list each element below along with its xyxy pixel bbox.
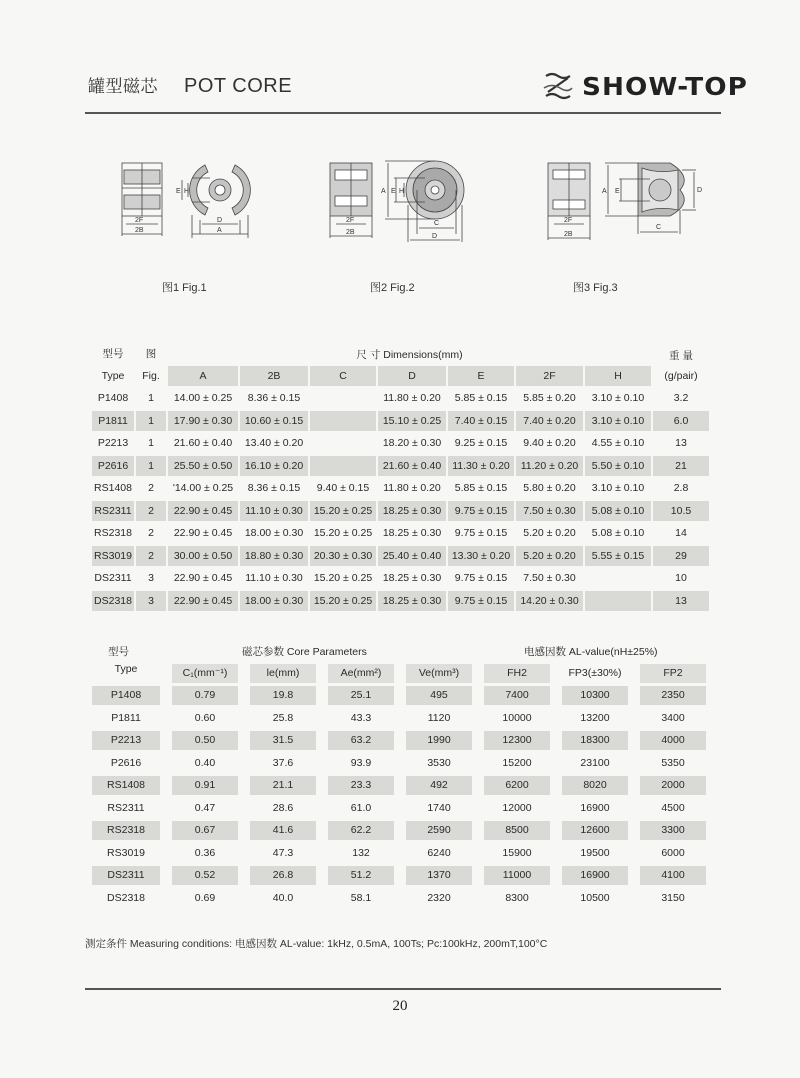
header-col-c1: C₁(mm⁻¹) xyxy=(172,664,238,683)
table-row xyxy=(92,797,712,820)
table-row xyxy=(92,707,712,730)
cell-e: 9.75 ± 0.15 xyxy=(448,591,514,611)
cell-fp2: 2350 xyxy=(640,686,706,705)
dim-label-2F: 2F xyxy=(564,217,573,224)
cell-type: DS2311 xyxy=(94,572,132,584)
cell-fp2: 3300 xyxy=(640,821,706,840)
cell-type: P2213 xyxy=(92,731,160,750)
cell-h: 3.10 ± 0.10 xyxy=(585,411,651,431)
cell-c: 15.20 ± 0.25 xyxy=(313,572,373,584)
cell-fp3: 8020 xyxy=(562,776,628,795)
header-al-value-title: 电感因数 AL-value(nH±25%) xyxy=(524,646,658,658)
table-header-row xyxy=(92,365,712,387)
table-row xyxy=(92,500,712,522)
cell-ae: 58.1 xyxy=(350,891,372,904)
cell-2f: 14.20 ± 0.30 xyxy=(516,591,583,611)
cell-c: 15.20 ± 0.25 xyxy=(310,591,376,611)
cell-c xyxy=(310,456,376,476)
cell-e: 9.25 ± 0.15 xyxy=(454,437,508,449)
table-row xyxy=(92,685,712,708)
cell-d: 18.25 ± 0.30 xyxy=(382,527,442,539)
cell-h: 5.08 ± 0.10 xyxy=(591,527,645,539)
cell-fh2: 11000 xyxy=(484,866,550,885)
cell-le: 37.6 xyxy=(272,756,294,769)
cell-a: 25.50 ± 0.50 xyxy=(168,456,238,476)
cell-ae: 132 xyxy=(352,846,370,859)
cell-type: DS2318 xyxy=(107,891,145,904)
cell-d: 15.10 ± 0.25 xyxy=(378,411,446,431)
cell-type: RS1408 xyxy=(92,776,160,795)
cell-c1: 0.69 xyxy=(194,891,216,904)
cell-2b: 11.10 ± 0.30 xyxy=(240,501,308,521)
table-row xyxy=(92,752,712,775)
cell-fh2: 8500 xyxy=(484,821,550,840)
cell-ve: 2320 xyxy=(427,891,451,904)
cell-type: RS3019 xyxy=(92,546,134,566)
dim-label-2B: 2B xyxy=(564,231,573,238)
cell-ve: 1990 xyxy=(406,731,472,750)
header-col-ve: Ve(mm³) xyxy=(406,664,472,683)
page-number: 20 xyxy=(392,998,408,1014)
table-row xyxy=(92,775,712,798)
header-col-fp3: FP3(±30%) xyxy=(568,666,622,679)
cell-ve: 1740 xyxy=(427,801,451,814)
cell-ve: 492 xyxy=(406,776,472,795)
cell-fp2: 4100 xyxy=(640,866,706,885)
cell-c: 9.40 ± 0.15 xyxy=(316,482,370,494)
cell-d: 18.25 ± 0.30 xyxy=(378,501,446,521)
cell-fp3: 12600 xyxy=(562,821,628,840)
cell-2f: 5.85 ± 0.20 xyxy=(523,392,576,404)
cell-type: P1408 xyxy=(97,392,129,404)
cell-c1: 0.50 xyxy=(172,731,238,750)
figure-2 xyxy=(320,150,500,260)
table-header-row xyxy=(92,662,712,685)
header-dimensions-title: 尺 寸 Dimensions(mm) xyxy=(356,348,463,361)
cell-ae: 51.2 xyxy=(328,866,394,885)
table-header-row xyxy=(92,640,712,662)
cell-ve: 3530 xyxy=(427,756,451,769)
dimensions-table-body xyxy=(92,387,712,612)
cell-c1: 0.52 xyxy=(172,866,238,885)
cell-c xyxy=(310,433,376,453)
header-col-C: C xyxy=(310,366,376,386)
cell-fh2: 7400 xyxy=(484,686,550,705)
cell-ve: 2590 xyxy=(406,821,472,840)
cell-fp3: 23100 xyxy=(580,756,610,769)
title-en: POT CORE xyxy=(184,75,293,97)
table-row xyxy=(92,432,712,454)
cell-e: 11.30 ± 0.20 xyxy=(448,456,514,476)
cell-type: P2213 xyxy=(97,437,129,449)
cell-c1: 0.67 xyxy=(172,821,238,840)
cell-2f: 7.50 ± 0.30 xyxy=(516,501,583,521)
cell-2b: 18.80 ± 0.30 xyxy=(240,546,308,566)
cell-d: 21.60 ± 0.40 xyxy=(378,456,446,476)
cell-weight: 3.2 xyxy=(673,392,689,404)
cell-type: P1811 xyxy=(92,411,134,431)
header-col-2F: 2F xyxy=(516,366,583,386)
cell-c1: 0.36 xyxy=(194,846,216,859)
cell-2f: 5.80 ± 0.20 xyxy=(523,482,576,494)
cell-type: DS2311 xyxy=(92,866,160,885)
cell-a: 22.90 ± 0.45 xyxy=(168,501,238,521)
dim-label-D: D xyxy=(217,217,223,224)
cell-fig: 1 xyxy=(148,437,154,449)
cell-fh2: 6200 xyxy=(484,776,550,795)
dim-label-2B: 2B xyxy=(135,227,144,234)
cell-type: RS2318 xyxy=(94,527,132,539)
cell-weight: 13 xyxy=(675,437,687,449)
title-cn: 罐型磁芯 xyxy=(88,77,158,96)
cell-c1: 0.79 xyxy=(172,686,238,705)
cell-e: 7.40 ± 0.15 xyxy=(448,411,514,431)
header-type-en: Type xyxy=(114,662,138,675)
cell-2f: 5.20 ± 0.20 xyxy=(523,527,576,539)
cell-d: 11.80 ± 0.20 xyxy=(383,482,441,494)
cell-2b: 10.60 ± 0.15 xyxy=(240,411,308,431)
dim-label-C: C xyxy=(656,224,662,231)
cell-h: 3.10 ± 0.10 xyxy=(591,392,645,404)
cell-weight: 21 xyxy=(653,456,709,476)
header-divider xyxy=(85,112,721,114)
dim-label-A: A xyxy=(602,188,607,195)
header-col-2B: 2B xyxy=(240,366,308,386)
pot-core-drawing-fig3 xyxy=(530,150,710,260)
dim-label-H: H xyxy=(399,188,405,195)
pot-core-drawing-fig2 xyxy=(320,150,500,260)
cell-type: RS1408 xyxy=(94,482,132,494)
table-row xyxy=(92,455,712,477)
dim-label-H: H xyxy=(184,188,190,195)
cell-ae: 63.2 xyxy=(328,731,394,750)
cell-c1: 0.91 xyxy=(172,776,238,795)
dim-label-A: A xyxy=(381,188,386,195)
dim-label-2F: 2F xyxy=(135,217,144,224)
dim-label-D: D xyxy=(432,233,438,240)
cell-d: 18.20 ± 0.30 xyxy=(382,437,442,449)
cell-fp2: 4500 xyxy=(661,801,685,814)
cell-d: 25.40 ± 0.40 xyxy=(378,546,446,566)
cell-2f: 7.40 ± 0.20 xyxy=(516,411,583,431)
cell-a: 30.00 ± 0.50 xyxy=(168,546,238,566)
cell-a: 17.90 ± 0.30 xyxy=(168,411,238,431)
header-fig-en: Fig. xyxy=(142,369,160,382)
cell-fp3: 13200 xyxy=(580,711,610,724)
cell-h: 5.55 ± 0.15 xyxy=(585,546,651,566)
cell-fp3: 19500 xyxy=(580,846,610,859)
figure-3-caption: 图3 Fig.3 xyxy=(573,282,618,294)
cell-2b: 18.00 ± 0.30 xyxy=(240,591,308,611)
table-row xyxy=(92,567,712,589)
cell-weight: 13 xyxy=(653,591,709,611)
cell-fig: 2 xyxy=(136,546,166,566)
cell-type: RS2311 xyxy=(107,801,145,814)
table-row xyxy=(92,730,712,753)
table-row xyxy=(92,820,712,843)
cell-fp3: 16900 xyxy=(580,801,610,814)
dimensions-table xyxy=(92,342,712,612)
table-header-row xyxy=(92,342,712,364)
pot-core-drawing-fig1 xyxy=(110,150,290,260)
cell-c: 15.20 ± 0.25 xyxy=(310,501,376,521)
cell-e: 13.30 ± 0.20 xyxy=(448,546,514,566)
cell-e: 5.85 ± 0.15 xyxy=(454,482,508,494)
cell-fp2: 6000 xyxy=(661,846,685,859)
header-type-cn: 型号 xyxy=(102,348,124,360)
cell-fh2: 12000 xyxy=(502,801,532,814)
cell-le: 25.8 xyxy=(272,711,294,724)
cell-2f: 7.50 ± 0.30 xyxy=(523,572,576,584)
cell-2b: 8.36 ± 0.15 xyxy=(247,482,301,494)
cell-ae: 23.3 xyxy=(328,776,394,795)
header-col-fp2: FP2 xyxy=(640,664,706,683)
table-row xyxy=(92,522,712,544)
cell-c1: 0.47 xyxy=(194,801,216,814)
header-col-le: le(mm) xyxy=(250,664,316,683)
header-col-D: D xyxy=(378,366,446,386)
dim-label-C: C xyxy=(434,220,440,227)
cell-fp3: 10300 xyxy=(562,686,628,705)
dim-label-A: A xyxy=(217,227,222,234)
cell-fig: 3 xyxy=(148,572,154,584)
dim-label-D: D xyxy=(697,187,703,194)
cell-ve: 6240 xyxy=(427,846,451,859)
cell-fp2: 4000 xyxy=(640,731,706,750)
header-fig-cn: 图 xyxy=(145,348,157,360)
table-row xyxy=(92,865,712,888)
dim-label-E: E xyxy=(176,188,181,195)
cell-ve: 1370 xyxy=(406,866,472,885)
cell-2f: 5.20 ± 0.20 xyxy=(516,546,583,566)
cell-fh2: 15900 xyxy=(502,846,532,859)
brand-logo xyxy=(540,70,748,102)
table-row xyxy=(92,545,712,567)
cell-type: RS2311 xyxy=(92,501,134,521)
header-col-H: H xyxy=(585,366,651,386)
cell-weight: 10 xyxy=(675,572,687,584)
cell-h: 3.10 ± 0.10 xyxy=(591,482,645,494)
figure-3 xyxy=(530,150,710,260)
cell-fig: 1 xyxy=(136,411,166,431)
table-row xyxy=(92,387,712,409)
cell-c xyxy=(310,388,376,408)
table-row xyxy=(92,410,712,432)
brand-name: SHOW-TOP xyxy=(582,71,748,101)
cell-2b: 8.36 ± 0.15 xyxy=(247,392,301,404)
figure-1 xyxy=(110,150,290,260)
cell-fh2: 8300 xyxy=(505,891,529,904)
dim-label-2B: 2B xyxy=(346,229,355,236)
cell-h xyxy=(585,591,651,611)
dim-label-E: E xyxy=(391,188,396,195)
cell-ae: 62.2 xyxy=(328,821,394,840)
cell-fp3: 16900 xyxy=(562,866,628,885)
cell-a: 22.90 ± 0.45 xyxy=(168,591,238,611)
header-type-en: Type xyxy=(101,369,125,382)
cell-2f: 11.20 ± 0.20 xyxy=(516,456,583,476)
header-core-params-title: 磁芯参数 Core Parameters xyxy=(242,646,367,658)
dim-label-E: E xyxy=(615,188,620,195)
cell-fp3: 10500 xyxy=(580,891,610,904)
cell-type: DS2318 xyxy=(92,591,134,611)
table-row xyxy=(92,842,712,865)
dim-label-2F: 2F xyxy=(346,217,355,224)
core-table-body xyxy=(92,685,712,910)
header-col-ae: Ae(mm²) xyxy=(328,664,394,683)
cell-fp2: 3400 xyxy=(661,711,685,724)
cell-fp2: 2000 xyxy=(640,776,706,795)
cell-2b: 11.10 ± 0.30 xyxy=(245,572,303,584)
cell-fig: 1 xyxy=(136,456,166,476)
figure-1-caption: 图1 Fig.1 xyxy=(162,282,207,294)
cell-fh2: 15200 xyxy=(502,756,532,769)
cell-fp2: 5350 xyxy=(661,756,685,769)
figure-2-caption: 图2 Fig.2 xyxy=(370,282,415,294)
cell-a: 21.60 ± 0.40 xyxy=(173,437,233,449)
cell-type: RS3019 xyxy=(107,846,145,859)
cell-type: P2616 xyxy=(110,756,142,769)
cell-fig: 2 xyxy=(136,501,166,521)
cell-h: 5.50 ± 0.10 xyxy=(585,456,651,476)
table-row xyxy=(92,590,712,612)
cell-ae: 43.3 xyxy=(350,711,372,724)
cell-le: 47.3 xyxy=(272,846,294,859)
header-weight-en: (g/pair) xyxy=(664,369,698,382)
page-title xyxy=(88,72,292,98)
cell-2f: 9.40 ± 0.20 xyxy=(523,437,576,449)
cell-fh2: 10000 xyxy=(502,711,532,724)
cell-fig: 2 xyxy=(148,527,154,539)
cell-fig: 1 xyxy=(148,392,154,404)
cell-d: 18.25 ± 0.30 xyxy=(378,591,446,611)
cell-le: 40.0 xyxy=(272,891,294,904)
header-type-cn: 型号 xyxy=(108,646,129,658)
cell-a: 22.90 ± 0.45 xyxy=(173,527,233,539)
cell-type: P1408 xyxy=(92,686,160,705)
cell-a: 14.00 ± 0.25 xyxy=(173,392,233,404)
cell-weight: 14 xyxy=(675,527,687,539)
cell-fig: 2 xyxy=(148,482,154,494)
cell-a: '14.00 ± 0.25 xyxy=(172,482,234,494)
cell-weight: 29 xyxy=(653,546,709,566)
cell-le: 19.8 xyxy=(250,686,316,705)
cell-d: 11.80 ± 0.20 xyxy=(383,392,441,404)
header-weight-cn: 重 量 xyxy=(669,350,693,362)
cell-ve: 1120 xyxy=(427,711,451,724)
cell-e: 5.85 ± 0.15 xyxy=(454,392,508,404)
cell-fp3: 18300 xyxy=(562,731,628,750)
cell-a: 22.90 ± 0.45 xyxy=(173,572,233,584)
cell-c: 20.30 ± 0.30 xyxy=(310,546,376,566)
header-col-fh2: FH2 xyxy=(484,664,550,683)
cell-le: 41.6 xyxy=(250,821,316,840)
cell-h: 5.08 ± 0.10 xyxy=(585,501,651,521)
cell-weight: 10.5 xyxy=(653,501,709,521)
cell-le: 28.6 xyxy=(272,801,294,814)
wave-z-logo-icon xyxy=(540,70,576,102)
measuring-conditions: 测定条件 Measuring conditions: 电感因数 AL-value: 1kHz, 0.5mA, 100Ts; Pc:100kHz, 200mT,100°C xyxy=(85,938,548,950)
cell-type: RS2318 xyxy=(92,821,160,840)
cell-2b: 13.40 ± 0.20 xyxy=(244,437,304,449)
cell-type: P1811 xyxy=(111,711,141,724)
cell-ve: 495 xyxy=(406,686,472,705)
cell-2b: 16.10 ± 0.20 xyxy=(240,456,308,476)
cell-e: 9.75 ± 0.15 xyxy=(454,572,508,584)
cell-type: P2616 xyxy=(92,456,134,476)
cell-h: 4.55 ± 0.10 xyxy=(591,437,645,449)
cell-fig: 3 xyxy=(136,591,166,611)
footer-divider xyxy=(85,988,721,990)
cell-le: 21.1 xyxy=(250,776,316,795)
cell-weight: 6.0 xyxy=(653,411,709,431)
header-col-A: A xyxy=(168,366,238,386)
cell-ae: 93.9 xyxy=(350,756,372,769)
cell-c: 15.20 ± 0.25 xyxy=(313,527,373,539)
header-col-E: E xyxy=(448,366,514,386)
cell-e: 9.75 ± 0.15 xyxy=(454,527,508,539)
cell-le: 26.8 xyxy=(250,866,316,885)
cell-c1: 0.40 xyxy=(194,756,216,769)
cell-fh2: 12300 xyxy=(484,731,550,750)
cell-d: 18.25 ± 0.30 xyxy=(382,572,442,584)
cell-weight: 2.8 xyxy=(673,482,689,494)
cell-fp2: 3150 xyxy=(661,891,685,904)
cell-ae: 61.0 xyxy=(350,801,372,814)
core-parameters-table xyxy=(92,640,712,910)
cell-c xyxy=(310,411,376,431)
cell-le: 31.5 xyxy=(250,731,316,750)
table-row xyxy=(92,477,712,499)
cell-e: 9.75 ± 0.15 xyxy=(448,501,514,521)
cell-ae: 25.1 xyxy=(328,686,394,705)
table-row xyxy=(92,887,712,910)
cell-h xyxy=(585,568,651,588)
cell-c1: 0.60 xyxy=(194,711,216,724)
cell-2b: 18.00 ± 0.30 xyxy=(244,527,304,539)
